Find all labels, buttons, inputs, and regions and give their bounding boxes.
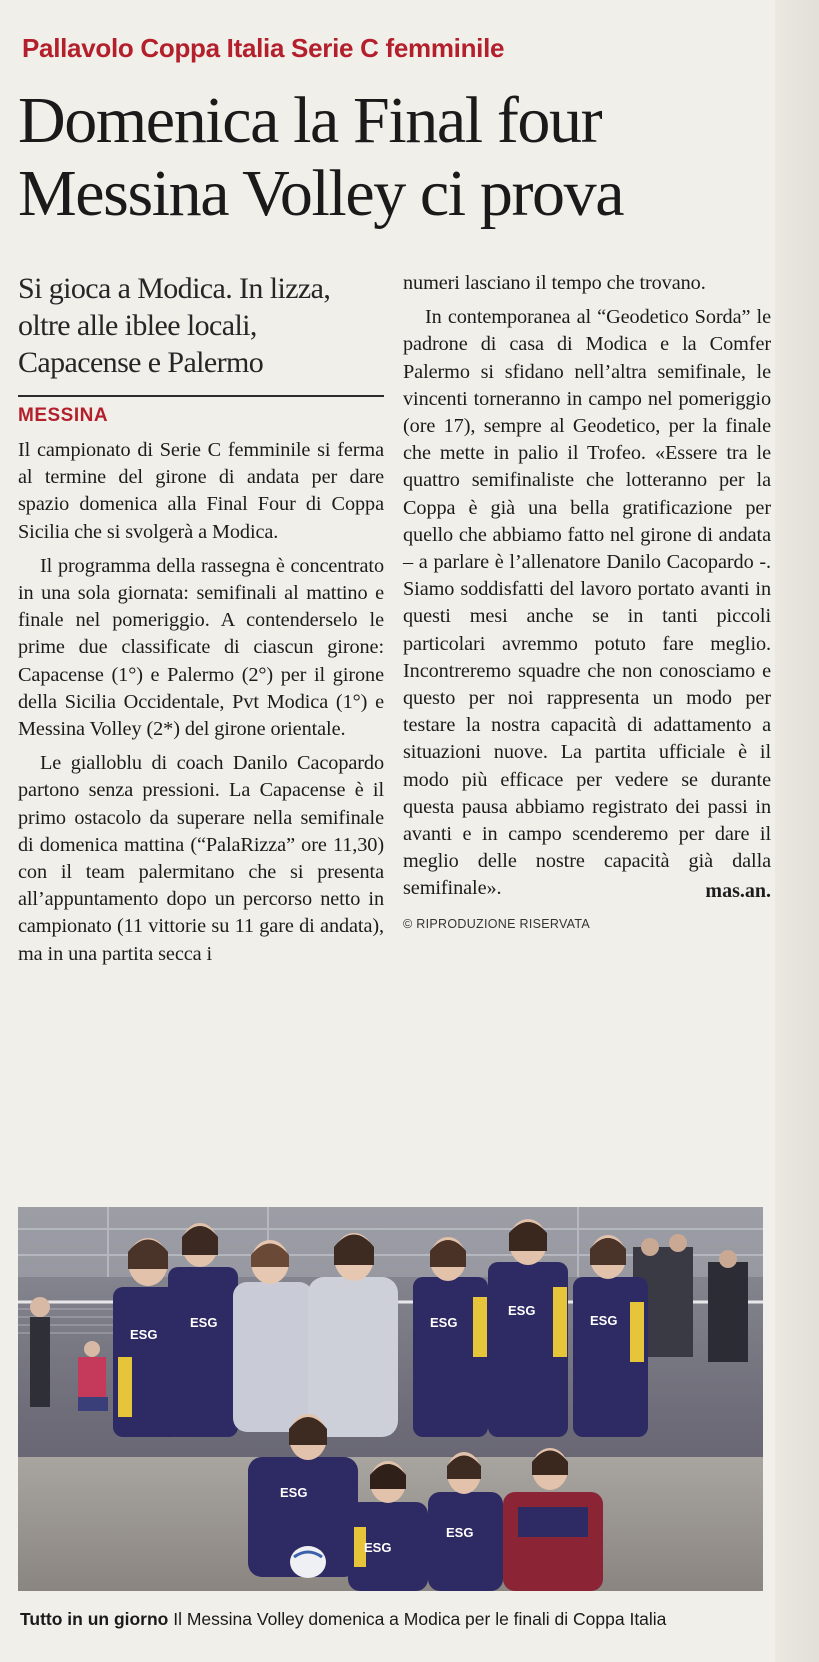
jersey-logo-4: ESG — [508, 1303, 536, 1318]
jersey-logo-6: ESG — [280, 1485, 308, 1500]
body-paragraph-4: numeri lasciano il tempo che trovano. — [403, 272, 706, 294]
body-paragraph-2: Il programma della rassegna è concentrato in una sola giornata: semifinali al mattino e finale nel pomeriggio. A contenderselo le prime due classificate di ciascun girone: Capacense (1°) e Palermo (2°) per il girone della Sicilia Occidentale, Pvt Modica (1°) e Messina Volley (2*) del girone orientale. — [18, 554, 384, 741]
signed-paragraph — [403, 304, 771, 902]
caption-text: Il Messina Volley domenica a Modica per le finali di Coppa Italia — [168, 1609, 667, 1629]
caption-lead: Tutto in un giorno — [20, 1609, 169, 1629]
adjacent-page-bleed — [775, 0, 819, 1662]
jersey-logo-8: ESG — [446, 1525, 474, 1540]
jersey-logo-7: ESG — [364, 1540, 392, 1555]
headline-line-1: Domenica la Final four — [18, 84, 602, 157]
article-kicker: Pallavolo Coppa Italia Serie C femminile — [22, 33, 505, 63]
article-column-left — [18, 270, 384, 968]
jersey-logo-3: ESG — [430, 1315, 458, 1330]
author-signature: mas.an. — [705, 879, 771, 902]
jersey-logo-5: ESG — [590, 1313, 618, 1328]
body-paragraph-5: In contemporanea al “Geodetico Sorda” le padrone di casa di Modica e la Comfer Palermo si sfidano nell’altra semifinale, le vincenti torneranno in campo nel pomeriggio (ore 17), sempre al Geodetico, per la finale che mette in palio il Trofeo. «Essere tra le quattro semifinaliste che lotteranno per la Coppa è già una bella gratificazione per quello che abbiamo fatto nel girone di andata – a parlare è l’allenatore Danilo Cacopardo -. Siamo soddisfatti del lavoro portato avanti in questi mesi anche se in tanti piccoli particolari avremmo potuto fare meglio. Incontreremo squadre che non conosciamo e questo per noi rappresenta un modo per testare la nostra capacità di adattamento a situazioni nuove. La partita ufficiale è il modo più efficace per vedere se durante questa pausa abbiamo registrato dei passi in avanti e in campo scenderemo per dare il meglio delle nostre capacità già dalla semifinale». — [403, 306, 771, 900]
photo-caption — [20, 1609, 780, 1630]
article-headline — [18, 84, 788, 230]
article-dateline: MESSINA — [18, 405, 109, 426]
headline-line-2: Messina Volley ci prova — [18, 157, 624, 230]
article-subhead: Si gioca a Modica. In lizza, oltre alle iblee locali, Capacense e Palermo — [18, 272, 331, 379]
copyright-notice: © RIPRODUZIONE RISERVATA — [403, 916, 591, 931]
jersey-logo-1: ESG — [130, 1327, 158, 1342]
article-column-right — [403, 270, 771, 931]
subhead-divider — [18, 395, 384, 397]
body-paragraph-1: Il campionato di Serie C femminile si ferma al termine del girone di andata per dare spazio domenica alla Final Four di Coppa Sicilia che si svolgerà a Modica. — [18, 439, 384, 543]
jersey-logo-2: ESG — [190, 1315, 218, 1330]
team-photo — [18, 1207, 763, 1591]
body-paragraph-3: Le gialloblu di coach Danilo Cacopardo partono senza pressioni. La Capacense è il primo ostacolo da superare nella semifinale di domenica mattina (“PalaRizza” ore 11,30) con il team palermitano che si presenta all’appuntamento dopo un percorso netto in campionato (11 vittorie su 11 gare di andata), ma in una partita secca i — [18, 752, 384, 965]
